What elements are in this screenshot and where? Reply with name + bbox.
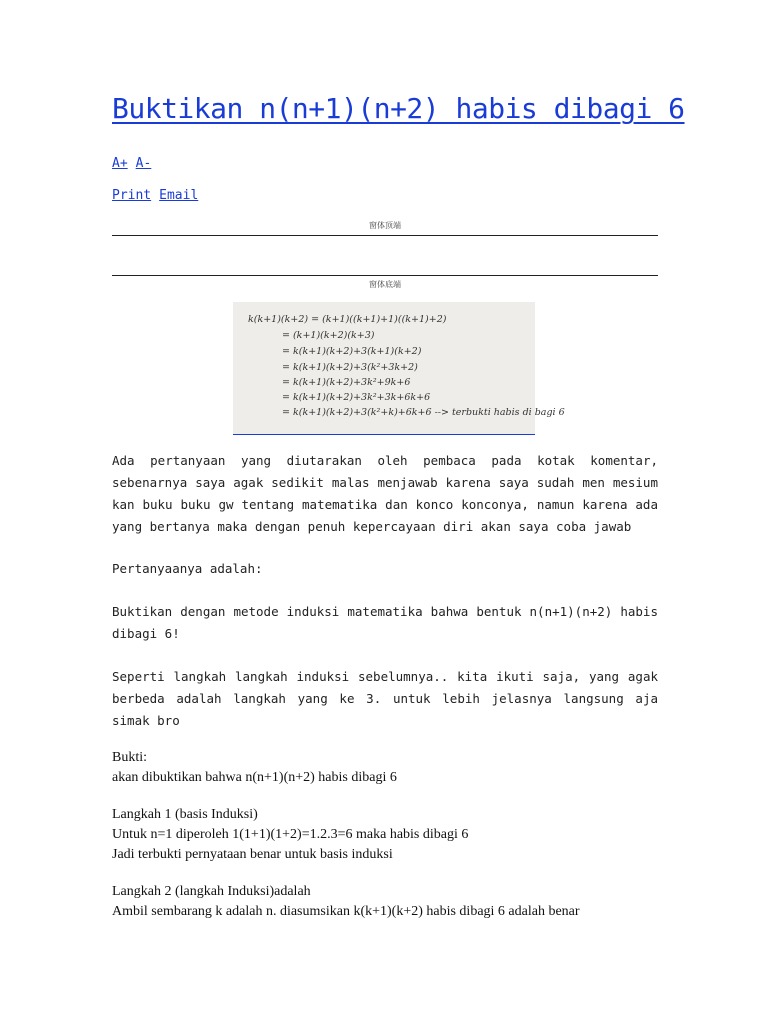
- formula-line-1: k(k+1)(k+2) = (k+1)((k+1)+1)((k+1)+2): [248, 314, 447, 325]
- print-link[interactable]: Print: [112, 188, 152, 203]
- share-controls: [112, 188, 198, 203]
- step-2: [112, 882, 658, 922]
- formula-line-4: = k(k+1)(k+2)+3(k²+3k+2): [282, 362, 418, 373]
- font-size-controls: [112, 156, 151, 171]
- formula-line-7: = k(k+1)(k+2)+3(k²+k)+6k+6 --> terbukti habis di bagi 6: [282, 407, 565, 418]
- approach-paragraph: Seperti langkah langkah induksi sebelumnya.. kita ikuti saja, yang agak berbeda adalah langkah yang ke 3. untuk lebih jelasnya langsung aja simak bro: [112, 669, 658, 728]
- email-link[interactable]: Email: [159, 188, 199, 203]
- form-top-label: 窗体顶端: [369, 221, 401, 230]
- proof-label: Bukti:: [112, 750, 148, 765]
- question-label: Pertanyaanya adalah:: [112, 561, 263, 576]
- formula-line-6: = k(k+1)(k+2)+3k²+3k+6k+6: [282, 392, 431, 403]
- step-1-line-2: Jadi terbukti pernyataan benar untuk basis induksi: [112, 847, 393, 862]
- intro-paragraph: Ada pertanyaan yang diutarakan oleh pembaca pada kotak komentar, sebenarnya saya agak sedikit malas menjawab karena saya sudah men mesium kan buku buku gw tentang matematika dan konco konconya, namun karena ada yang bertanya maka dengan penuh kepercayaan diri akan saya coba jawab: [112, 453, 658, 534]
- step-2-title: Langkah 2 (langkah Induksi)adalah: [112, 884, 311, 899]
- formula-line-5: = k(k+1)(k+2)+3k²+9k+6: [282, 377, 411, 388]
- font-decrease-link[interactable]: A-: [135, 156, 152, 171]
- form-bottom-label: 窗体底端: [369, 280, 401, 289]
- proof-statement: akan dibuktikan bahwa n(n+1)(n+2) habis dibagi 6: [112, 770, 397, 785]
- divider-top: [112, 235, 658, 236]
- font-increase-link[interactable]: A+: [112, 156, 128, 171]
- article-title[interactable]: Buktikan n(n+1)(n+2) habis dibagi 6: [112, 92, 685, 125]
- formula-image: [233, 302, 565, 435]
- formula-line-2: = (k+1)(k+2)(k+3): [282, 330, 375, 341]
- step-1: [112, 805, 658, 865]
- proof-intro: [112, 748, 658, 788]
- question-text: Buktikan dengan metode induksi matematika bahwa bentuk n(n+1)(n+2) habis dibagi 6!: [112, 604, 658, 641]
- step-1-title: Langkah 1 (basis Induksi): [112, 807, 258, 822]
- divider-bottom: [112, 275, 658, 276]
- step-2-line-1: Ambil sembarang k adalah n. diasumsikan k(k+1)(k+2) habis dibagi 6 adalah benar: [112, 904, 580, 919]
- step-1-line-1: Untuk n=1 diperoleh 1(1+1)(1+2)=1.2.3=6 maka habis dibagi 6: [112, 827, 469, 842]
- formula-line-3: = k(k+1)(k+2)+3(k+1)(k+2): [282, 346, 422, 357]
